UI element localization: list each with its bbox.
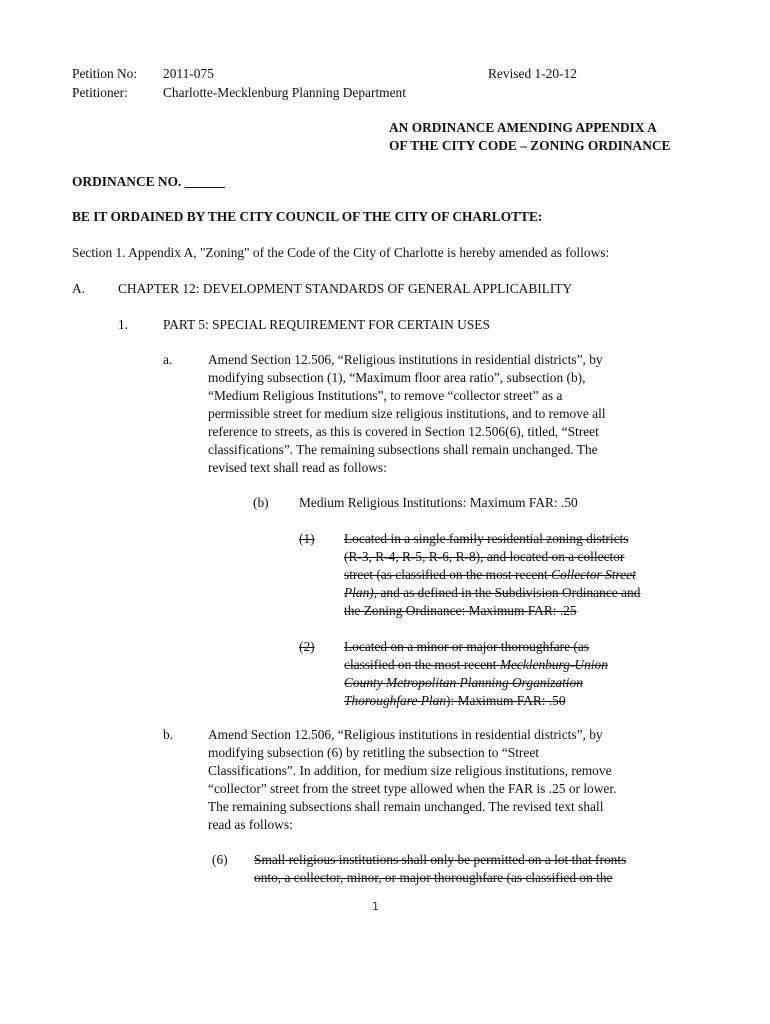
item-b-paragraph — [208, 726, 678, 834]
item-b-marker: b. — [163, 727, 174, 742]
item-a-line: reference to streets, as this is covered in Section 12.506(6), titled, “Street — [208, 424, 599, 439]
item-b-line: modifying subsection (6) by retitling the subsection to “Street — [208, 745, 539, 760]
section-1-text: Section 1. Appendix A, "Zoning" of the Code of the City of Charlotte is hereby amended as follows: — [72, 245, 610, 260]
chapter-marker: A. — [72, 281, 86, 296]
item-a-line: “Medium Religious Institutions”, to remove “collector street” as a — [208, 388, 563, 403]
petition-number-label: Petition No: — [72, 66, 138, 81]
ordinance-title-line1: AN ORDINANCE AMENDING APPENDIX A — [389, 120, 657, 135]
item-a-line: modifying subsection (1), “Maximum floor area ratio”, subsection (b), — [208, 370, 586, 385]
subsection-b-marker: (b) — [253, 495, 269, 510]
item-b-line: Classifications”. In addition, for medium size religious institutions, remove — [208, 763, 612, 778]
item-a-paragraph — [208, 351, 678, 477]
item-b-line: The remaining subsections shall remain unchanged. The revised text shall — [208, 799, 604, 814]
petition-number-value: 2011-075 — [163, 66, 214, 81]
item-b-line: Amend Section 12.506, “Religious institutions in residential districts”, by — [208, 727, 603, 742]
item-b-line: “collector” street from the street type allowed when the FAR is .25 or lower. — [208, 781, 617, 796]
item-a-marker: a. — [163, 352, 173, 367]
struck-item-6-text: Small religious institutions shall only be permitted on a lot that fronts onto, a collector, minor, or major thoroughfare (as classified on the — [254, 852, 627, 885]
chapter-heading: CHAPTER 12: DEVELOPMENT STANDARDS OF GENERAL APPLICABILITY — [118, 281, 573, 296]
item-a-line: classifications”. The remaining subsections shall remain unchanged. The — [208, 442, 598, 457]
struck-item-2-marker: (2) — [299, 639, 315, 654]
part-heading: PART 5: SPECIAL REQUIREMENT FOR CERTAIN USES — [163, 317, 490, 332]
petitioner-value: Charlotte-Mecklenburg Planning Department — [163, 85, 406, 100]
page-number: 1 — [372, 900, 379, 913]
revised-date: Revised 1-20-12 — [488, 66, 577, 81]
ordinance-title-line2: OF THE CITY CODE – ZONING ORDINANCE — [389, 138, 671, 153]
petitioner-label: Petitioner: — [72, 85, 128, 100]
struck-item-1-text: Located in a single family residential zoning districts (R-3, R-4, R-5, R-6, R-8), and located on a collector street (as classified on the most recent Collector Street Plan), and as defined in the Subdivision Ordinance and the Zoning Ordinance: Maximum FAR: .25 — [344, 531, 641, 618]
struck-item-2-text: Located on a minor or major thoroughfare (as classified on the most recent Mecklenburg-Union County Metropolitan Planning Organization Thoroughfare Plan): Maximum FAR: .50 — [344, 639, 608, 708]
struck-item-6-marker: (6) — [212, 852, 228, 867]
item-a-line: Amend Section 12.506, “Religious institutions in residential districts”, by — [208, 352, 603, 367]
struck-item-1-marker: (1) — [299, 531, 315, 546]
ordained-statement: BE IT ORDAINED BY THE CITY COUNCIL OF THE CITY OF CHARLOTTE: — [72, 209, 543, 224]
item-a-line: permissible street for medium size religious institutions, and to remove all — [208, 406, 606, 421]
subsection-b-text: Medium Religious Institutions: Maximum FAR: .50 — [299, 495, 578, 510]
part-marker: 1. — [118, 317, 129, 332]
ordinance-number: ORDINANCE NO. ______ — [72, 174, 225, 189]
item-b-line: read as follows: — [208, 817, 293, 832]
item-a-line: revised text shall read as follows: — [208, 460, 387, 475]
